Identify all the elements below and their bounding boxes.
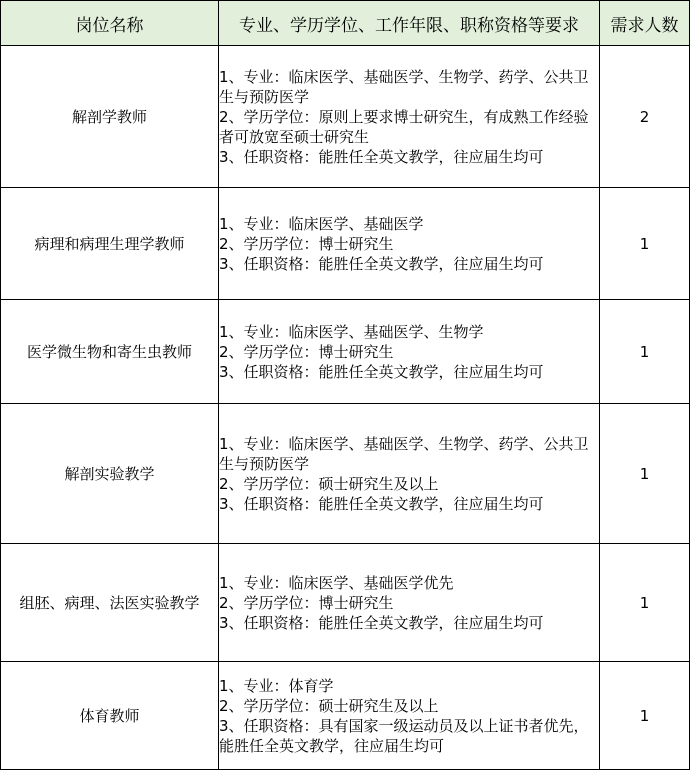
column-header-position-name: 岗位名称	[1, 1, 219, 46]
headcount: 1	[600, 188, 690, 300]
position-name: 组胚、病理、法医实验教学	[1, 544, 219, 662]
requirements-cell	[219, 188, 600, 300]
requirements-cell	[219, 300, 600, 404]
position-name: 解剖实验教学	[1, 404, 219, 544]
requirement-line: 1、专业：临床医学、基础医学、生物学	[219, 322, 484, 341]
requirements-cell	[219, 544, 600, 662]
requirement-line: 2、学历学位：博士研究生	[219, 342, 394, 361]
requirement-line: 3、任职资格：能胜任全英文教学，往应届生均可	[219, 147, 544, 166]
requirement-line: 3、任职资格：具有国家一级运动员及以上证书者优先，能胜任全英文教学，往应届生均可	[219, 716, 589, 755]
requirement-line: 3、任职资格：能胜任全英文教学，往应届生均可	[219, 362, 544, 381]
requirement-line: 1、专业：体育学	[219, 676, 334, 695]
table-row	[1, 404, 690, 544]
table-row	[1, 544, 690, 662]
requirement-line: 3、任职资格：能胜任全英文教学，往应届生均可	[219, 613, 544, 632]
column-header-requirements: 专业、学历学位、工作年限、职称资格等要求	[219, 1, 600, 46]
requirement-line: 2、学历学位：博士研究生	[219, 234, 394, 253]
requirement-line: 2、学历学位：硕士研究生及以上	[219, 696, 439, 715]
headcount: 1	[600, 662, 690, 770]
requirements-cell	[219, 404, 600, 544]
requirement-line: 1、专业：临床医学、基础医学、生物学、药学、公共卫生与预防医学	[219, 67, 589, 106]
position-name: 病理和病理生理学教师	[1, 188, 219, 300]
headcount: 1	[600, 404, 690, 544]
requirements-cell	[219, 46, 600, 188]
position-name: 体育教师	[1, 662, 219, 770]
headcount: 1	[600, 544, 690, 662]
requirement-line: 1、专业：临床医学、基础医学优先	[219, 573, 454, 592]
requirement-line: 1、专业：临床医学、基础医学	[219, 214, 424, 233]
column-header-headcount: 需求人数	[600, 1, 690, 46]
table-row	[1, 188, 690, 300]
requirement-line: 2、学历学位：硕士研究生及以上	[219, 474, 439, 493]
requirement-line: 3、任职资格：能胜任全英文教学，往应届生均可	[219, 494, 544, 513]
position-name: 解剖学教师	[1, 46, 219, 188]
requirement-line: 3、任职资格：能胜任全英文教学，往应届生均可	[219, 254, 544, 273]
table-row	[1, 300, 690, 404]
table-header-row	[1, 1, 690, 46]
headcount: 1	[600, 300, 690, 404]
table-row	[1, 46, 690, 188]
requirements-cell	[219, 662, 600, 770]
table-row	[1, 662, 690, 770]
requirement-line: 2、学历学位：原则上要求博士研究生，有成熟工作经验者可放宽至硕士研究生	[219, 107, 589, 146]
headcount: 2	[600, 46, 690, 188]
position-name: 医学微生物和寄生虫教师	[1, 300, 219, 404]
requirement-line: 1、专业：临床医学、基础医学、生物学、药学、公共卫生与预防医学	[219, 434, 589, 473]
requirement-line: 2、学历学位：博士研究生	[219, 593, 394, 612]
